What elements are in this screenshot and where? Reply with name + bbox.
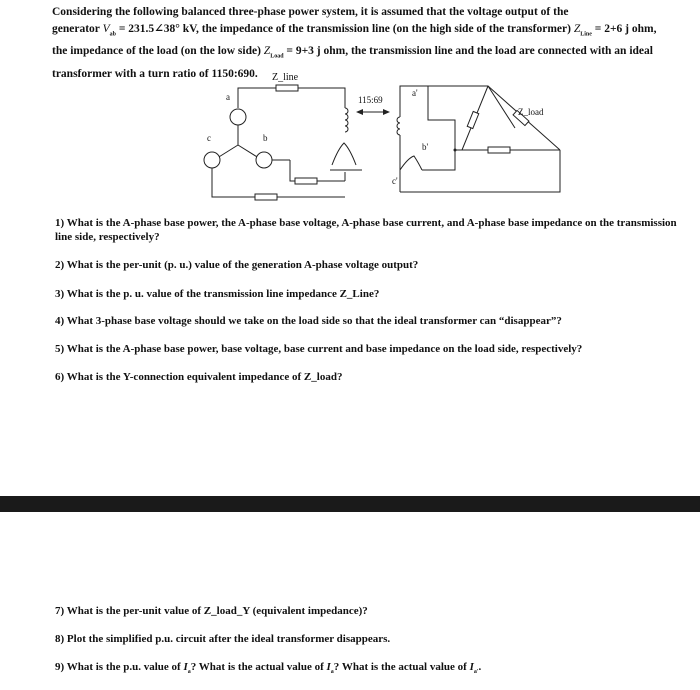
intro-line-4: transformer with a turn ratio of 1150:690. [52,67,258,80]
q9-current-symbol-3: I [469,661,474,673]
load-impedance-label: the impedance of the load (on the low side) [52,45,261,58]
question-2: 2) What is the per-unit (p. u.) value of the generation A-phase voltage output? [55,259,419,271]
ratio-arrow-right-head [383,109,390,115]
wire-secondary-b [428,100,455,150]
q9-current-sub-3: a' [473,669,479,676]
zload-subscript: Load [270,53,284,60]
wire-c-line [212,168,345,197]
node-a-prime-label: a' [412,88,418,98]
zline-resistor-bottom [255,194,277,200]
node-c-prime-label: c' [392,176,398,186]
z-load-label: Z_load [518,107,544,117]
q9-part-3: ? What is the actual value of [333,661,470,673]
intro-generator-label: generator [52,23,100,35]
intro-line-1: Considering the following balanced three-phase power system, it is assumed that the voltage output of the [52,6,569,18]
question-8: 8) Plot the simplified p.u. circuit after the ideal transformer disappears. [55,633,391,645]
intro-line-3-rest: , the transmission line and the load are connected with an ideal [345,45,653,58]
voltage-value: = 231.5∠38° kV, the impedance of the transmission line (on the high side of the transformer) [115,23,571,35]
node-a-label: a [226,92,230,102]
zline-resistor-middle [295,178,317,184]
q9-part-4: . [478,661,482,673]
circuit-diagram [0,0,700,215]
question-7: 7) What is the per-unit value of Z_load_Y (equivalent impedance)? [55,605,368,617]
zload-resistor-left [467,111,479,128]
secondary-coil-a [397,117,400,135]
node-b-prime-label: b' [422,142,429,152]
q9-part-1: 9) What is the p.u. value of [55,661,184,673]
junction-b2 [454,149,457,152]
zload-value: = 9+3 j ohm [283,45,346,58]
zload-symbol: Z [263,45,271,58]
voltage-symbol: V [102,23,110,35]
page-divider [0,496,700,512]
node-b-label: b [263,133,268,143]
q9-part-2: ? What is the actual value of [190,661,327,673]
zline-symbol: Z [573,23,581,35]
transformer-ratio-label: 115:69 [358,95,383,105]
q9-current-symbol-1: I [183,661,188,673]
primary-coil-delta [332,143,356,165]
question-6: 6) What is the Y-connection equivalent impedance of Z_load? [55,371,343,383]
zline-value: = 2+6 j ohm, [591,23,657,35]
zline-subscript: Line [580,31,592,38]
question-1: 1) What is the A-phase base power, the A-phase base voltage, A-phase base current, and A-phase base impedance on the transmission line side, respectively? [55,217,677,243]
primary-coil-a [345,108,348,132]
source-a-icon [230,109,246,125]
wire-secondary-b2 [422,150,455,170]
wire-load-c [400,150,560,192]
secondary-coil-bc [400,156,422,170]
question-3: 3) What is the p. u. value of the transmission line impedance Z_Line? [55,288,380,300]
z-line-label: Z_line [272,72,299,83]
question-4: 4) What 3-phase base voltage should we take on the load side so that the ideal transformer can “disappear”? [55,315,562,327]
q9-current-sub-2: a [330,669,334,676]
source-c-icon [204,152,220,168]
zload-resistor-bottom [488,147,510,153]
question-9 [55,660,680,679]
question-5: 5) What is the A-phase base power, base voltage, base current and base impedance on the load side, respectively? [55,343,583,355]
q9-current-sub-1: a [187,669,191,676]
node-c-label: c [207,133,211,143]
source-b-icon [256,152,272,168]
voltage-subscript: ab [109,31,116,38]
zline-resistor-top [276,85,298,91]
ratio-arrow-left-head [356,109,363,115]
q9-current-symbol-2: I [326,661,331,673]
